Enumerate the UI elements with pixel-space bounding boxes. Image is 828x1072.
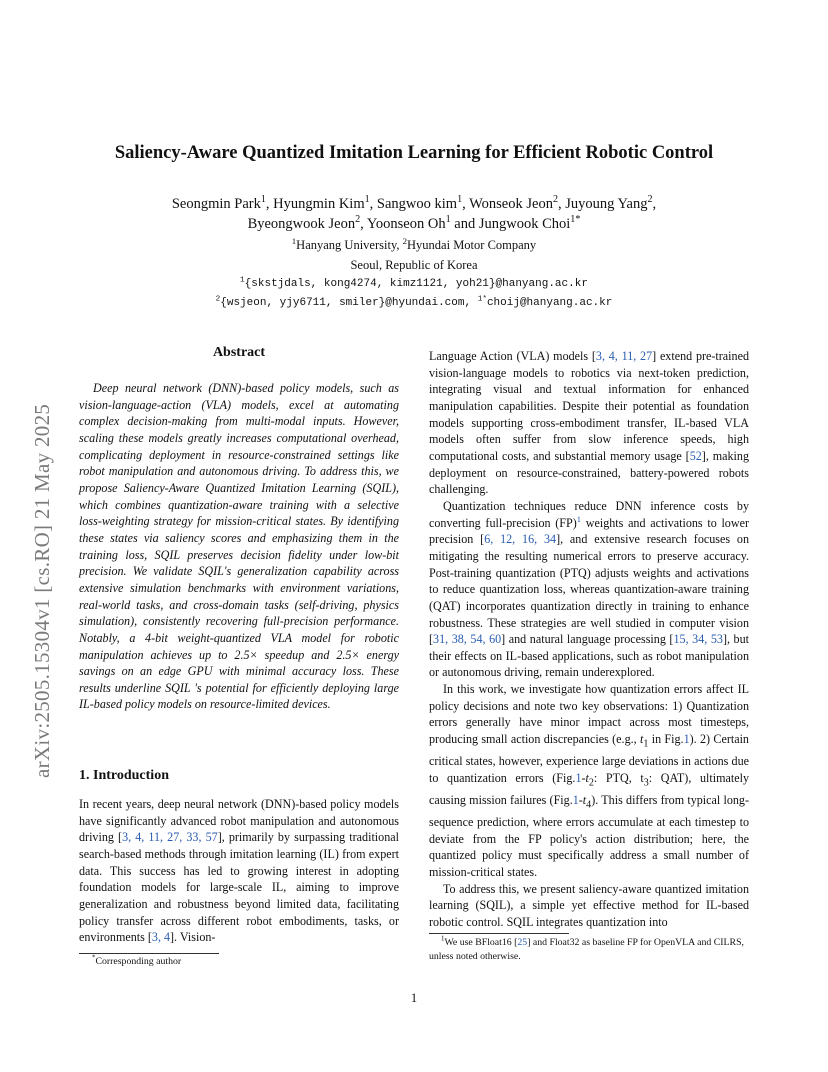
figure-link[interactable]: 1 — [683, 732, 690, 747]
author: Wonseok Jeon — [469, 196, 553, 212]
location: Seoul, Republic of Korea — [350, 258, 478, 272]
citation-link[interactable]: 3, 4, 11, 27, 33, 57 — [122, 830, 218, 845]
figure-link[interactable]: 1 — [575, 770, 582, 785]
author: Byeongwook Jeon — [247, 216, 356, 232]
citation-link[interactable]: 15, 34, 53 — [673, 632, 723, 647]
paragraph: In this work, we investigate how quantization errors affect IL policy decisions and note two key observations: 1) Quantization errors generally have minor impact across most timesteps, producing small action discrepancies (e.g., $t_1$ in Fig.1). 2) Certain critical states, however, experience large deviations in actions due to quantization errors ($Fig.1-t_2$: PTQ, $t_3$: QAT), ultimately causing mission failures $(Fig.1-t_4)$. This differs from typical long-sequence prediction, where errors accumulate at each timestep to deviate from the FP policy's action distribution; here, the quantized policy must specifically address a small number of mission-critical states. — [429, 682, 750, 879]
citation-link[interactable]: 25 — [517, 937, 528, 948]
paragraph: To address this, we present saliency-aware quantized imitation learning (SQIL), a simple yet effective method for IL-based robotic control. SQIL integrates quantization into — [429, 881, 749, 929]
paper-title: Saliency-Aware Quantized Imitation Learning for Efficient Robotic Control — [114, 143, 714, 163]
author: Sangwoo kim — [376, 196, 458, 212]
footnote-corresponding-author: *Corresponding author — [92, 954, 182, 967]
paragraph: Language Action (VLA) models [3, 4, 11, 27] extend pre-trained vision-language models to robotics via next-token prediction, integrating visual and textual information for enhanced manipulation capabilities. Despite their potential as foundation models supporting cross-embodiment transfer, IL-based VLA models often suffer from slow inference speeds, high computational costs, and substantial memory usage [52], making deployment on resource-constrained, battery-powered robots challenging. — [429, 349, 749, 497]
page-number: 1 — [410, 991, 418, 1005]
footnote-baseline-fp: $^1$We use BFloat16 [25] and Float32 as baseline FP for OpenVLA and CILRS, unless noted otherwise. — [429, 935, 744, 962]
author-list: Seongmin Park$^1$, Hyungmin Kim$^1$, Sangwoo kim$^1$, Wonseok Jeon$^2$, Juyoung Yang$^2$, Byeongwook Jeon$^2$, Yoonseon Oh$^1$ and Jungwook Choi$^{1*}$ — [171, 194, 657, 232]
email-addresses: $^1${skstjdals, kong4274, kimz1121, yoh21}@hanyang.ac.kr $^2${wsjeon, yjy6711, smiler}@hyundai.com, $^{1*}$choij@hanyang.ac.kr — [215, 276, 613, 309]
author: Yoonseon Oh — [366, 216, 446, 232]
author: Juyoung Yang — [565, 196, 648, 212]
arxiv-identifier-stamp: arXiv:2505.15304v1 [cs.RO] 21 May 2025 — [30, 403, 54, 778]
figure-link[interactable]: 1 — [572, 792, 579, 807]
affiliations: $^1$Hanyang University, $^2$Hyundai Motor Company Seoul, Republic of Korea — [291, 235, 537, 272]
paragraph: Quantization techniques reduce DNN inference costs by converting full-precision (FP)$^1$ weights and activations to lower precision [6, 12, 16, 34], and extensive research focuses on mitigating the resulting numerical errors to preserve accuracy. Post-training quantization (PTQ) adjusts weights and activations to reduce quantization loss, whereas quantization-aware training (QAT) incorporates quantization directly in training to enhance robustness. These strategies are well studied in computer vision [31, 38, 54, 60] and natural language processing [15, 34, 53], but their effects on IL-based applications, such as robot manipulation or autonomous driving, remain underexplored. — [429, 498, 750, 680]
footnote-rule — [429, 933, 569, 934]
author: Hyungmin Kim — [273, 196, 365, 212]
section-heading-introduction: 1. Introduction — [79, 768, 169, 783]
author: Jungwook Choi — [478, 216, 571, 232]
footnote-rule — [79, 953, 219, 954]
citation-link[interactable]: 31, 38, 54, 60 — [433, 632, 502, 647]
author: Seongmin Park — [171, 196, 261, 212]
abstract-text: Deep neural network (DNN)-based policy models, such as vision-language-action (VLA) models, excel at automating complex decision-making from multi-modal inputs. However, scaling these models greatly increases computational overhead, complicating deployment in resource-constrained settings like robot manipulation and autonomous driving. To address this, we propose Saliency-Aware Quantized Imitation Learning (SQIL), which combines quantization-aware training with a selective loss-weighting strategy for mission-critical states. By identifying these states via saliency scores and emphasizing them in the training loss, SQIL preserves decision fidelity under low-bit precision. We validate SQIL's generalization capability across extensive simulation benchmarks with environment variations, real-world tasks, and cross-domain tasks (self-driving, physics simulation), consistently recovering full-precision performance. Notably, a 4-bit weight-quantized VLA model for robotic manipulation achieves up to 2.5× speedup and 2.5× energy savings on an edge GPU with minimal accuracy loss. These results underline SQIL 's potential for efficiently deploying large IL-based policy models on resource-limited devices. — [79, 381, 399, 712]
citation-link[interactable]: 3, 4, 11, 27 — [595, 349, 653, 363]
footnote-marker[interactable]: 1 — [576, 513, 582, 524]
citation-link[interactable]: 52 — [689, 448, 702, 463]
citation-link[interactable]: 6, 12, 16, 34 — [484, 532, 557, 547]
intro-paragraph: In recent years, deep neural network (DNN)-based policy models have significantly advanced robot manipulation and autonomous driving [3, 4, 11, 27, 33, 57], primarily by surpassing traditional search-based methods through imitation learning (IL) from expert data. This success has led to growing interest in adopting foundation models for large-scale IL, aiming to improve generalization and robustness beyond limited data, facilitating policy transfer across different robot embodiments, tasks, or environments [3, 4]. Vision- — [79, 797, 399, 945]
abstract-heading: Abstract — [212, 345, 266, 360]
right-column-text — [429, 348, 749, 931]
citation-link[interactable]: 3, 4 — [151, 930, 171, 945]
